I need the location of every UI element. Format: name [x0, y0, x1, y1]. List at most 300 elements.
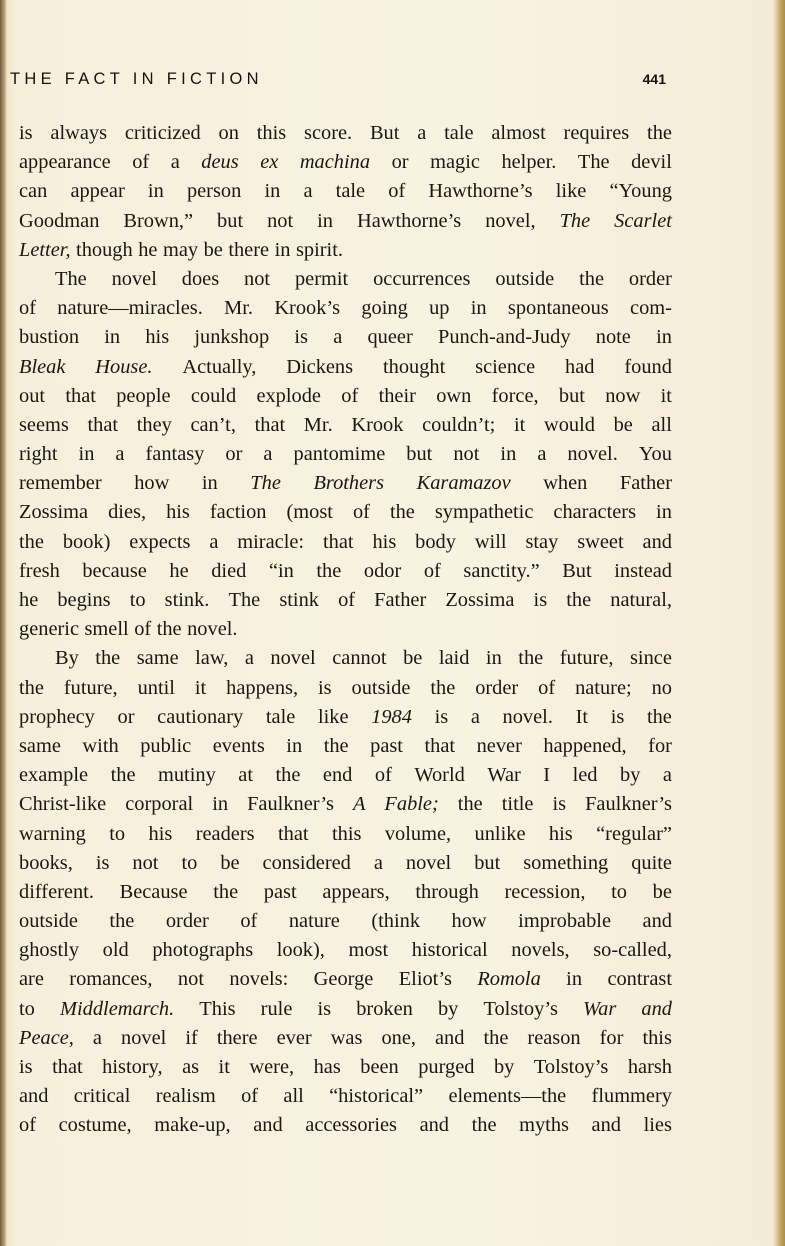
word: something: [523, 851, 609, 874]
word: force,: [491, 384, 539, 407]
italic-word: Romola: [477, 968, 541, 991]
word: permit: [294, 267, 349, 290]
word: fantasy: [145, 443, 205, 466]
italic-word: Peace,: [19, 1026, 74, 1049]
word: begins: [57, 589, 111, 611]
word: he: [19, 589, 39, 611]
word: this: [642, 1026, 672, 1049]
word: Hawthorne’s: [357, 209, 462, 232]
word: would: [543, 413, 595, 436]
word: contrast: [607, 968, 672, 991]
word: a: [537, 443, 547, 466]
word: Because: [119, 880, 188, 903]
word: the: [19, 676, 44, 699]
word: as: [182, 1056, 200, 1078]
word: remember: [19, 472, 102, 495]
word: a: [92, 1026, 102, 1049]
word: of: [19, 297, 36, 320]
running-title: THE FACT IN FICTION: [10, 70, 263, 88]
word: his: [548, 822, 573, 845]
italic-word: Scarlet: [614, 209, 672, 232]
word: romances,: [69, 968, 153, 991]
word: appear: [70, 180, 125, 203]
word: Tolstoy’s: [533, 1056, 609, 1078]
word: the: [156, 618, 182, 641]
word: look),: [276, 939, 325, 962]
word: junkshop: [194, 326, 270, 349]
word: be: [652, 880, 672, 903]
italic-word: The: [559, 209, 591, 232]
body-text: [19, 119, 672, 1141]
word: in: [104, 326, 121, 349]
text-line: [19, 411, 672, 440]
word: prophecy: [19, 705, 95, 728]
word: to: [109, 822, 126, 845]
italic-word: The: [250, 472, 281, 495]
word: in: [317, 209, 334, 232]
word: a: [170, 151, 180, 174]
word: right: [19, 443, 58, 466]
word: or: [391, 151, 409, 174]
word: his: [148, 822, 173, 845]
word: devil: [631, 151, 672, 174]
word: Faulkner’s: [585, 793, 672, 816]
word: quite: [631, 851, 672, 874]
word: occurrences: [373, 267, 471, 290]
word: It: [575, 705, 589, 728]
word: never: [476, 734, 522, 757]
word: of: [134, 618, 152, 641]
word: end: [322, 764, 353, 787]
word: in: [274, 238, 291, 261]
word: novel.: [187, 618, 238, 641]
word: of: [423, 559, 441, 582]
word: up: [429, 297, 450, 320]
word: cautionary: [157, 705, 244, 728]
italic-word: 1984: [371, 705, 412, 728]
word: broken: [356, 997, 413, 1020]
word: lies: [643, 1114, 672, 1137]
word: because: [82, 559, 147, 582]
word: there: [216, 1026, 258, 1049]
word: science: [475, 355, 536, 378]
word: World: [414, 764, 465, 787]
word: a: [333, 326, 343, 349]
word: faction: [209, 501, 267, 524]
word: order: [165, 910, 209, 933]
word: the: [316, 559, 342, 582]
word: if: [185, 1026, 198, 1049]
word: reason: [527, 1026, 581, 1049]
word: com-: [630, 297, 672, 320]
word: of: [241, 1085, 259, 1108]
italic-word: Bleak: [19, 355, 66, 378]
word: the: [109, 910, 135, 933]
word: happens,: [226, 676, 299, 699]
italic-word: Middlemarch.: [59, 997, 175, 1020]
word: Eliot’s: [398, 968, 452, 991]
word: not: [267, 209, 294, 232]
word: volume,: [384, 822, 452, 845]
word: in: [485, 647, 502, 670]
word: By: [55, 647, 79, 670]
word: of: [341, 384, 359, 407]
text-line: [19, 528, 672, 557]
text-line: [19, 878, 672, 907]
word: criticized: [124, 122, 201, 144]
word: one,: [381, 1026, 416, 1049]
word: novel: [270, 647, 316, 670]
text-line: [19, 674, 672, 703]
word: not: [453, 443, 480, 466]
word: stay: [525, 530, 559, 553]
word: a: [662, 764, 672, 787]
word: he: [169, 559, 189, 582]
word: seems: [19, 413, 69, 436]
word: is: [19, 1056, 33, 1078]
text-line: [19, 1082, 672, 1111]
word: it: [513, 413, 526, 436]
word: The: [228, 589, 261, 611]
word: events: [212, 734, 265, 757]
word: a: [470, 705, 480, 728]
text-line: [19, 1024, 672, 1053]
text-line: [19, 1053, 672, 1082]
word: Faulkner’s: [247, 793, 334, 816]
text-line: [19, 498, 672, 527]
word: be: [220, 851, 240, 874]
word: Dickens: [286, 355, 354, 378]
word: could: [190, 384, 237, 407]
word: outside: [19, 910, 78, 933]
word: photographs: [152, 939, 254, 962]
word: by: [437, 997, 459, 1020]
italic-word: A: [352, 793, 366, 816]
word: stink.: [164, 589, 210, 611]
word: Father: [619, 472, 672, 495]
word: how: [451, 910, 487, 933]
text-line: [19, 849, 672, 878]
word: expects: [129, 530, 191, 553]
word: instead: [614, 559, 672, 582]
word: there: [228, 238, 270, 261]
word: order: [475, 676, 519, 699]
word: he: [138, 238, 158, 261]
word: note: [595, 326, 631, 349]
word: by: [620, 764, 641, 787]
word: example: [19, 764, 89, 787]
word: order: [628, 267, 672, 290]
word: is: [294, 326, 308, 349]
word: since: [630, 647, 672, 670]
word: I: [543, 764, 551, 787]
word: on: [218, 122, 239, 144]
word: Father: [374, 589, 427, 611]
word: the: [483, 1026, 509, 1049]
text-line: [19, 294, 672, 323]
text-line: [19, 965, 672, 994]
word: his: [145, 326, 170, 349]
word: dies,: [108, 501, 147, 524]
word: elements—the: [448, 1085, 567, 1108]
word: to: [129, 589, 146, 611]
word: mutiny: [158, 764, 216, 787]
word: how: [134, 472, 170, 495]
word: not: [177, 968, 204, 991]
word: and: [253, 1114, 283, 1137]
word: and: [642, 530, 672, 553]
word: no: [651, 676, 672, 699]
text-line: [19, 1111, 672, 1140]
word: ghostly: [19, 939, 80, 962]
page-edge: [773, 0, 785, 1246]
word: future,: [559, 647, 614, 670]
word: in: [264, 180, 281, 203]
word: this: [256, 122, 287, 144]
text-line: [19, 382, 672, 411]
word: a: [244, 647, 254, 670]
italic-word: Brothers: [313, 472, 385, 495]
word: when: [543, 472, 588, 495]
word: his: [372, 530, 397, 553]
word: laid: [438, 647, 470, 670]
word: in: [500, 443, 517, 466]
text-line: [19, 119, 672, 148]
word: Zossima: [19, 501, 89, 524]
word: happened,: [543, 734, 627, 757]
word: for: [599, 1026, 624, 1049]
page-number: 441: [642, 71, 666, 87]
word: in: [201, 472, 218, 495]
word: in: [78, 443, 95, 466]
word: almost: [491, 122, 546, 144]
word: rule: [260, 997, 293, 1020]
word: for: [648, 734, 672, 757]
word: past: [263, 880, 297, 903]
word: This: [199, 997, 236, 1020]
word: warning: [19, 822, 86, 845]
word: “in: [268, 559, 294, 582]
word: queer: [367, 326, 413, 349]
word: like: [317, 705, 349, 728]
word: generic: [19, 618, 79, 641]
word: improbable: [518, 910, 612, 933]
word: novel: [111, 267, 157, 290]
word: thought: [382, 355, 446, 378]
word: that: [254, 413, 286, 436]
word: pantomime: [293, 443, 386, 466]
word: but: [558, 384, 585, 407]
word: You: [638, 443, 672, 466]
running-head: [10, 70, 666, 89]
text-line: [19, 615, 672, 644]
word: in: [212, 793, 229, 816]
word: couldn’t;: [422, 413, 496, 436]
word: be: [403, 647, 423, 670]
text-line: [19, 586, 672, 615]
word: had: [565, 355, 595, 378]
word: that: [322, 530, 354, 553]
italic-word: Letter,: [19, 238, 71, 261]
word: their: [378, 384, 416, 407]
word: harsh: [627, 1056, 672, 1078]
word: is: [317, 997, 332, 1020]
word: now: [605, 384, 641, 407]
word: his: [166, 501, 190, 524]
word: most: [348, 939, 389, 962]
word: Punch-and-Judy: [438, 326, 571, 349]
word: to: [19, 997, 35, 1020]
word: person: [186, 180, 242, 203]
word: magic: [430, 151, 480, 174]
word: Krook: [351, 413, 404, 436]
word: novel.: [502, 705, 553, 728]
word: the: [518, 647, 544, 670]
word: out: [19, 384, 46, 407]
text-line: [19, 353, 672, 382]
word: make-up,: [154, 1114, 231, 1137]
word: is: [610, 705, 625, 728]
word: or: [225, 443, 243, 466]
word: miracle:: [237, 530, 305, 553]
word: the: [471, 1114, 497, 1137]
word: outside: [495, 267, 555, 290]
word: the: [323, 734, 349, 757]
word: going: [361, 297, 408, 320]
word: Christ-like: [19, 793, 107, 816]
word: is: [533, 589, 548, 611]
text-line: [19, 148, 672, 177]
word: that: [65, 384, 96, 407]
text-line: [19, 790, 672, 819]
word: (think: [371, 910, 421, 933]
word: novel.: [567, 443, 618, 466]
word: the: [566, 589, 592, 611]
word: can: [19, 180, 48, 203]
word: of: [132, 151, 150, 174]
word: old: [102, 939, 129, 962]
word: corporal: [125, 793, 194, 816]
word: all: [283, 1085, 304, 1108]
text-line: [19, 469, 672, 498]
word: natural,: [610, 589, 672, 611]
word: myths: [519, 1114, 569, 1137]
word: “Young: [609, 180, 672, 203]
word: are: [19, 968, 44, 991]
word: by: [493, 1056, 515, 1078]
word: is: [552, 793, 567, 816]
text-line: [19, 207, 672, 236]
word: of: [388, 180, 406, 203]
word: The: [577, 151, 610, 174]
word: in: [656, 326, 672, 349]
word: and: [435, 1026, 465, 1049]
word: Krook’s: [274, 297, 341, 320]
page-gutter-shadow: [0, 0, 7, 1246]
text-line: [19, 557, 672, 586]
word: through: [415, 880, 479, 903]
word: Hawthorne’s: [428, 180, 533, 203]
word: until: [137, 676, 175, 699]
word: the: [646, 705, 672, 728]
word: the: [647, 122, 672, 144]
word: sympathetic: [434, 501, 534, 524]
word: tale: [335, 180, 366, 203]
word: “regular”: [596, 822, 672, 845]
word: can’t,: [190, 413, 236, 436]
word: accessories: [305, 1114, 397, 1137]
word: of: [538, 676, 556, 699]
word: tale: [444, 122, 474, 144]
word: appearance: [19, 151, 111, 174]
word: in: [470, 297, 487, 320]
word: considered: [262, 851, 351, 874]
word: it: [660, 384, 672, 407]
word: the: [95, 647, 121, 670]
word: Brown,”: [123, 209, 194, 232]
word: title: [501, 793, 534, 816]
word: nature;: [575, 676, 632, 699]
word: is: [317, 676, 332, 699]
word: been: [360, 1056, 399, 1078]
word: the: [110, 764, 136, 787]
text-line: [19, 265, 672, 294]
word: cannot: [332, 647, 387, 670]
text-line: [19, 323, 672, 352]
word: that: [87, 413, 119, 436]
word: that: [278, 822, 309, 845]
word: to: [181, 851, 198, 874]
word: Goodman: [19, 209, 100, 232]
word: though: [76, 238, 133, 261]
word: book): [62, 530, 111, 553]
word: purged: [418, 1056, 475, 1078]
text-line: [19, 907, 672, 936]
word: spirit.: [295, 238, 343, 261]
word: body: [415, 530, 456, 553]
word: or: [117, 705, 135, 728]
word: George: [313, 968, 374, 991]
word: is: [95, 851, 110, 874]
word: novels,: [511, 939, 570, 962]
italic-word: War: [583, 997, 617, 1020]
word: it: [218, 1056, 230, 1078]
word: critical: [73, 1085, 131, 1108]
word: the: [275, 764, 301, 787]
italic-word: Fable;: [384, 793, 439, 816]
word: does: [181, 267, 220, 290]
word: public: [140, 734, 192, 757]
word: at: [238, 764, 253, 787]
word: The: [55, 267, 87, 290]
word: a: [209, 530, 219, 553]
word: of: [19, 1114, 36, 1137]
word: future,: [63, 676, 118, 699]
word: sanctity.”: [463, 559, 540, 582]
word: like: [555, 180, 587, 203]
word: the: [430, 676, 456, 699]
word: this: [331, 822, 362, 845]
word: and: [642, 910, 672, 933]
word: a: [417, 122, 427, 144]
word: flummery: [591, 1085, 672, 1108]
word: appears,: [322, 880, 390, 903]
word: be: [613, 413, 633, 436]
word: Actually,: [182, 355, 257, 378]
word: costume,: [58, 1114, 132, 1137]
word: found: [624, 355, 672, 378]
text-line: [19, 995, 672, 1024]
